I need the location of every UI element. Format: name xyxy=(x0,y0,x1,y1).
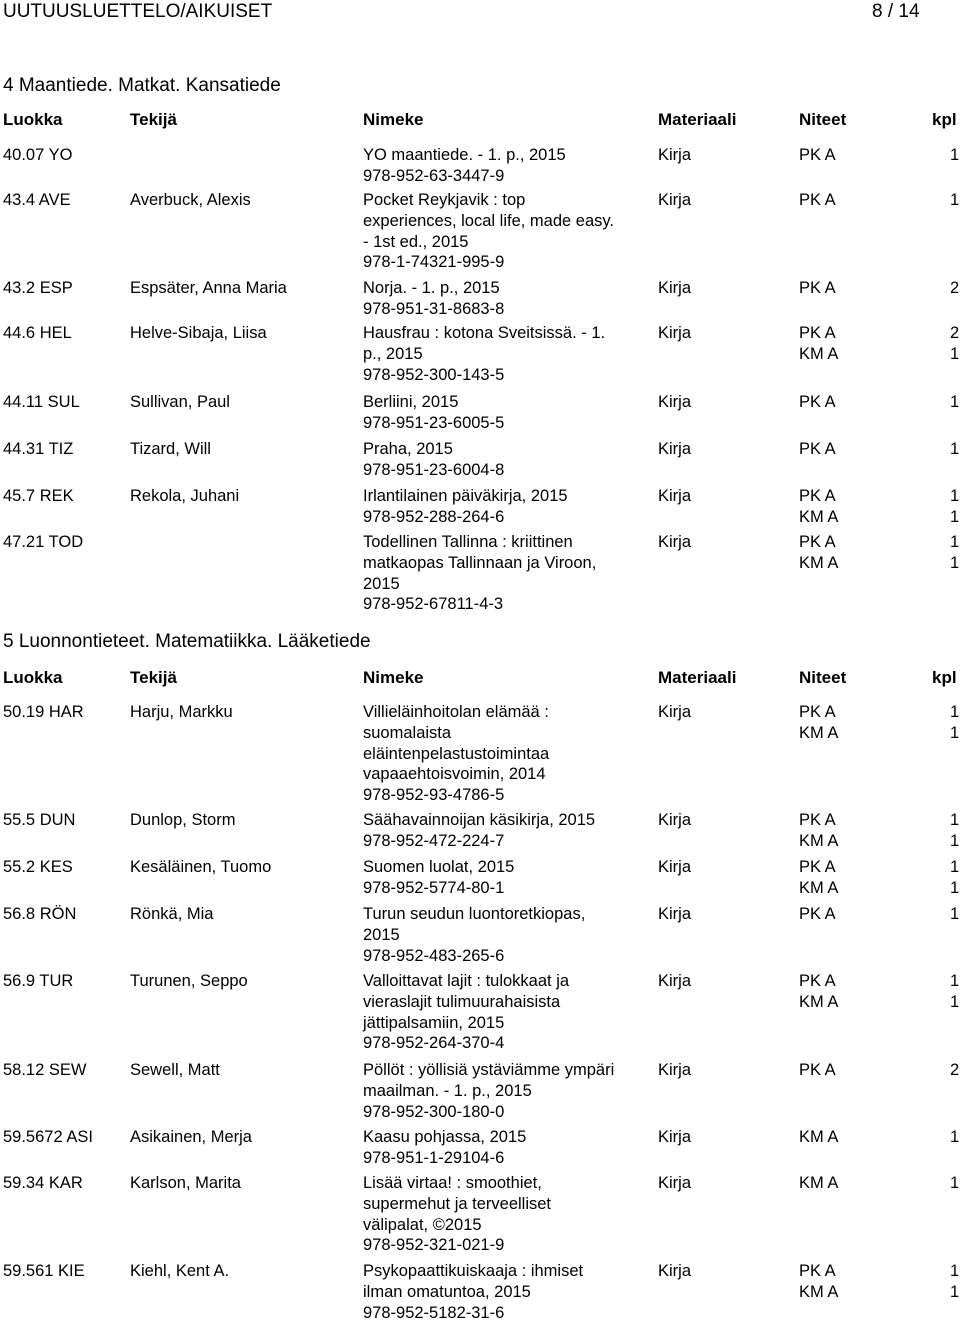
copy-count xyxy=(950,857,959,899)
copies-location xyxy=(799,145,836,166)
copies-location xyxy=(799,1060,836,1081)
location-line: PK A xyxy=(799,703,836,721)
count-line: 1 xyxy=(950,1262,960,1280)
call-number: 58.12 SEW xyxy=(3,1061,87,1079)
material: Kirja xyxy=(658,811,692,829)
title-line: supermehut ja terveelliset xyxy=(363,1194,552,1213)
count-line: 2 xyxy=(950,324,960,342)
author: Espsäter, Anna Maria xyxy=(130,279,287,297)
count-line: 1 xyxy=(950,1282,960,1301)
column-header-materiaali: Materiaali xyxy=(658,668,737,687)
location-line: PK A xyxy=(799,811,836,829)
copies-location xyxy=(799,532,838,574)
location-line: KM A xyxy=(799,1282,839,1301)
column-header-nimeke: Nimeke xyxy=(363,668,424,687)
author: Sullivan, Paul xyxy=(130,393,230,411)
location-line: KM A xyxy=(799,831,839,850)
count-line: 1 xyxy=(950,533,960,551)
location-line: PK A xyxy=(799,533,836,551)
copies-location xyxy=(799,904,836,925)
column-header-materiaali: Materiaali xyxy=(658,110,737,129)
count-line: 1 xyxy=(950,191,960,209)
call-number: 55.2 KES xyxy=(3,858,73,876)
title-line: eläintenpelastustoimintaa xyxy=(363,744,550,763)
call-number: 47.21 TOD xyxy=(3,533,84,551)
column-header-tekija: Tekijä xyxy=(130,110,177,129)
title-cell xyxy=(363,904,585,966)
count-line: 1 xyxy=(950,440,960,458)
author: Dunlop, Storm xyxy=(130,811,236,829)
title-line: 978-952-67811-4-3 xyxy=(363,595,504,614)
location-line: PK A xyxy=(799,324,836,342)
title-line: Turun seudun luontoretkiopas, xyxy=(363,905,586,923)
title-line: Praha, 2015 xyxy=(363,440,453,458)
material: Kirja xyxy=(658,440,692,458)
title-cell xyxy=(363,1127,526,1169)
title-line: Villieläinhoitolan elämää : xyxy=(363,703,549,721)
material: Kirja xyxy=(658,146,692,164)
call-number: 59.561 KIE xyxy=(3,1262,85,1280)
title-line: - 1st ed., 2015 xyxy=(363,232,469,251)
location-line: KM A xyxy=(799,507,839,526)
title-line: experiences, local life, made easy. xyxy=(363,211,614,230)
title-cell xyxy=(363,323,605,385)
copy-count xyxy=(950,1261,959,1303)
title-line: Pocket Reykjavik : top xyxy=(363,191,526,209)
material: Kirja xyxy=(658,487,692,505)
location-line: PK A xyxy=(799,972,836,990)
call-number: 43.2 ESP xyxy=(3,279,73,297)
title-line: Hausfrau : kotona Sveitsissä. - 1. xyxy=(363,324,606,342)
section-title: 4 Maantiede. Matkat. Kansatiede xyxy=(3,75,281,96)
location-line: PK A xyxy=(799,858,836,876)
column-header-nimeke: Nimeke xyxy=(363,110,424,129)
copy-count xyxy=(950,439,959,460)
copies-location xyxy=(799,439,836,460)
title-line: Säähavainnoijan käsikirja, 2015 xyxy=(363,811,596,829)
column-header-tekija: Tekijä xyxy=(130,668,177,687)
title-line: 2015 xyxy=(363,925,400,944)
location-line: PK A xyxy=(799,393,836,411)
call-number: 56.8 RÖN xyxy=(3,905,77,923)
title-line: 978-952-5182-31-6 xyxy=(363,1303,505,1322)
title-cell xyxy=(363,145,566,187)
title-cell xyxy=(363,278,504,320)
call-number: 50.19 HAR xyxy=(3,703,84,721)
title-line: Todellinen Tallinna : kriittinen xyxy=(363,533,573,551)
title-cell xyxy=(363,190,614,273)
title-cell xyxy=(363,1261,583,1323)
title-line: 978-952-483-265-6 xyxy=(363,946,505,965)
title-line: 978-951-1-29104-6 xyxy=(363,1148,505,1167)
location-line: KM A xyxy=(799,992,839,1011)
copy-count xyxy=(950,486,959,528)
copy-count xyxy=(950,702,959,744)
title-line: YO maantiede. - 1. p., 2015 xyxy=(363,146,566,164)
material: Kirja xyxy=(658,858,692,876)
title-line: 978-952-300-143-5 xyxy=(363,365,505,384)
author: Rekola, Juhani xyxy=(130,487,240,505)
title-line: Kaasu pohjassa, 2015 xyxy=(363,1128,527,1146)
material: Kirja xyxy=(658,972,692,990)
page-number: 8 / 14 xyxy=(872,1,920,22)
title-line: suomalaista xyxy=(363,723,452,742)
author: Tizard, Will xyxy=(130,440,211,458)
call-number: 44.6 HEL xyxy=(3,324,72,342)
title-line: 978-952-472-224-7 xyxy=(363,831,505,850)
title-line: Norja. - 1. p., 2015 xyxy=(363,279,500,297)
location-line: PK A xyxy=(799,279,836,297)
author: Kiehl, Kent A. xyxy=(130,1262,230,1280)
title-line: vapaaehtoisvoimin, 2014 xyxy=(363,765,546,784)
title-line: maailman. - 1. p., 2015 xyxy=(363,1081,532,1100)
count-line: 1 xyxy=(950,553,960,572)
call-number: 56.9 TUR xyxy=(3,972,74,990)
title-cell xyxy=(363,857,514,899)
title-line: Irlantilainen päiväkirja, 2015 xyxy=(363,487,568,505)
location-line: KM A xyxy=(799,723,839,742)
copy-count xyxy=(950,810,959,852)
count-line: 1 xyxy=(950,811,960,829)
material: Kirja xyxy=(658,393,692,411)
column-header-luokka: Luokka xyxy=(3,110,63,129)
author: Kesäläinen, Tuomo xyxy=(130,858,272,876)
copies-location xyxy=(799,190,836,211)
title-line: 978-952-288-264-6 xyxy=(363,507,505,526)
location-line: PK A xyxy=(799,487,836,505)
title-line: välipalat, ©2015 xyxy=(363,1215,482,1234)
material: Kirja xyxy=(658,191,692,209)
location-line: PK A xyxy=(799,191,836,209)
author: Averbuck, Alexis xyxy=(130,191,251,209)
title-cell xyxy=(363,702,549,806)
title-line: 978-952-63-3447-9 xyxy=(363,166,505,185)
copies-location xyxy=(799,278,836,299)
location-line: PK A xyxy=(799,1061,836,1079)
copy-count xyxy=(950,145,959,166)
copy-count xyxy=(950,904,959,925)
author: Sewell, Matt xyxy=(130,1061,220,1079)
author: Asikainen, Merja xyxy=(130,1128,252,1146)
author: Harju, Markku xyxy=(130,703,233,721)
material: Kirja xyxy=(658,905,692,923)
copy-count xyxy=(950,971,959,1013)
title-line: 978-952-300-180-0 xyxy=(363,1102,505,1121)
title-line: 978-952-264-370-4 xyxy=(363,1034,505,1053)
document-title: UUTUUSLUETTELO/AIKUISET xyxy=(3,1,273,22)
copy-count xyxy=(950,532,959,574)
material: Kirja xyxy=(658,324,692,342)
count-line: 1 xyxy=(950,878,960,897)
column-header-luokka: Luokka xyxy=(3,668,63,687)
call-number: 40.07 YO xyxy=(3,146,73,164)
count-line: 1 xyxy=(950,393,960,411)
title-cell xyxy=(363,532,596,615)
location-line: KM A xyxy=(799,878,839,897)
call-number: 59.34 KAR xyxy=(3,1174,83,1192)
title-line: ilman omatuntoa, 2015 xyxy=(363,1282,531,1301)
count-line: 1 xyxy=(950,992,960,1011)
count-line: 1 xyxy=(950,831,960,850)
material: Kirja xyxy=(658,1061,692,1079)
copy-count xyxy=(950,392,959,413)
title-cell xyxy=(363,971,569,1054)
call-number: 44.31 TIZ xyxy=(3,440,74,458)
material: Kirja xyxy=(658,533,692,551)
location-line: PK A xyxy=(799,440,836,458)
material: Kirja xyxy=(658,1128,692,1146)
call-number: 55.5 DUN xyxy=(3,811,76,829)
title-line: 978-952-5774-80-1 xyxy=(363,878,505,897)
column-header-kpl: kpl xyxy=(932,668,957,687)
title-line: 978-951-31-8683-8 xyxy=(363,299,505,318)
author: Rönkä, Mia xyxy=(130,905,214,923)
copy-count xyxy=(950,278,959,299)
section-title: 5 Luonnontieteet. Matematiikka. Lääketiede xyxy=(3,631,371,652)
title-line: Suomen luolat, 2015 xyxy=(363,858,515,876)
count-line: 1 xyxy=(950,344,960,363)
title-line: p., 2015 xyxy=(363,344,423,363)
copies-location xyxy=(799,486,838,528)
author: Karlson, Marita xyxy=(130,1174,241,1192)
column-header-niteet: Niteet xyxy=(799,668,847,687)
count-line: 1 xyxy=(950,723,960,742)
count-line: 2 xyxy=(950,279,960,297)
count-line: 1 xyxy=(950,487,960,505)
location-line: KM A xyxy=(799,1128,839,1146)
copies-location xyxy=(799,1173,838,1194)
title-line: 978-952-321-021-9 xyxy=(363,1236,505,1255)
count-line: 1 xyxy=(950,905,960,923)
count-line: 1 xyxy=(950,1128,960,1146)
title-cell xyxy=(363,439,504,481)
title-line: Berliini, 2015 xyxy=(363,393,459,411)
call-number: 43.4 AVE xyxy=(3,191,71,209)
title-line: matkaopas Tallinnaan ja Viroon, xyxy=(363,553,597,572)
copy-count xyxy=(950,1060,959,1081)
title-cell xyxy=(363,1060,614,1122)
copies-location xyxy=(799,1127,838,1148)
copies-location xyxy=(799,857,838,899)
location-line: PK A xyxy=(799,905,836,923)
title-line: Pöllöt : yöllisiä ystäviämme ympäri xyxy=(363,1061,615,1079)
location-line: PK A xyxy=(799,1262,836,1280)
location-line: KM A xyxy=(799,553,839,572)
title-line: Psykopaattikuiskaaja : ihmiset xyxy=(363,1262,584,1280)
count-line: 1 xyxy=(950,1174,960,1192)
material: Kirja xyxy=(658,1262,692,1280)
copies-location xyxy=(799,702,838,744)
copies-location xyxy=(799,1261,838,1303)
title-cell xyxy=(363,392,504,434)
material: Kirja xyxy=(658,1174,692,1192)
count-line: 1 xyxy=(950,972,960,990)
title-line: jättipalsamiin, 2015 xyxy=(363,1013,505,1032)
location-line: KM A xyxy=(799,1174,839,1192)
call-number: 44.11 SUL xyxy=(3,393,80,411)
location-line: PK A xyxy=(799,146,836,164)
material: Kirja xyxy=(658,703,692,721)
call-number: 59.5672 ASI xyxy=(3,1128,93,1146)
count-line: 1 xyxy=(950,703,960,721)
title-cell xyxy=(363,810,595,852)
material: Kirja xyxy=(658,279,692,297)
title-line: 978-951-23-6005-5 xyxy=(363,413,505,432)
column-header-niteet: Niteet xyxy=(799,110,847,129)
count-line: 1 xyxy=(950,146,960,164)
count-line: 1 xyxy=(950,858,960,876)
copy-count xyxy=(950,1127,959,1148)
title-line: Lisää virtaa! : smoothiet, xyxy=(363,1174,542,1192)
copies-location xyxy=(799,323,838,365)
location-line: KM A xyxy=(799,344,839,363)
count-line: 2 xyxy=(950,1061,960,1079)
copy-count xyxy=(950,1173,959,1194)
copies-location xyxy=(799,971,838,1013)
column-header-kpl: kpl xyxy=(932,110,957,129)
copies-location xyxy=(799,810,838,852)
title-line: vieraslajit tulimuurahaisista xyxy=(363,992,561,1011)
title-cell xyxy=(363,486,568,528)
title-line: Valloittavat lajit : tulokkaat ja xyxy=(363,972,570,990)
title-line: 978-1-74321-995-9 xyxy=(363,253,505,272)
copy-count xyxy=(950,190,959,211)
title-cell xyxy=(363,1173,551,1256)
title-line: 2015 xyxy=(363,574,400,593)
count-line: 1 xyxy=(950,507,960,526)
call-number: 45.7 REK xyxy=(3,487,74,505)
copy-count xyxy=(950,323,959,365)
author: Turunen, Seppo xyxy=(130,972,248,990)
title-line: 978-951-23-6004-8 xyxy=(363,460,505,479)
title-line: 978-952-93-4786-5 xyxy=(363,786,505,805)
copies-location xyxy=(799,392,836,413)
author: Helve-Sibaja, Liisa xyxy=(130,324,267,342)
